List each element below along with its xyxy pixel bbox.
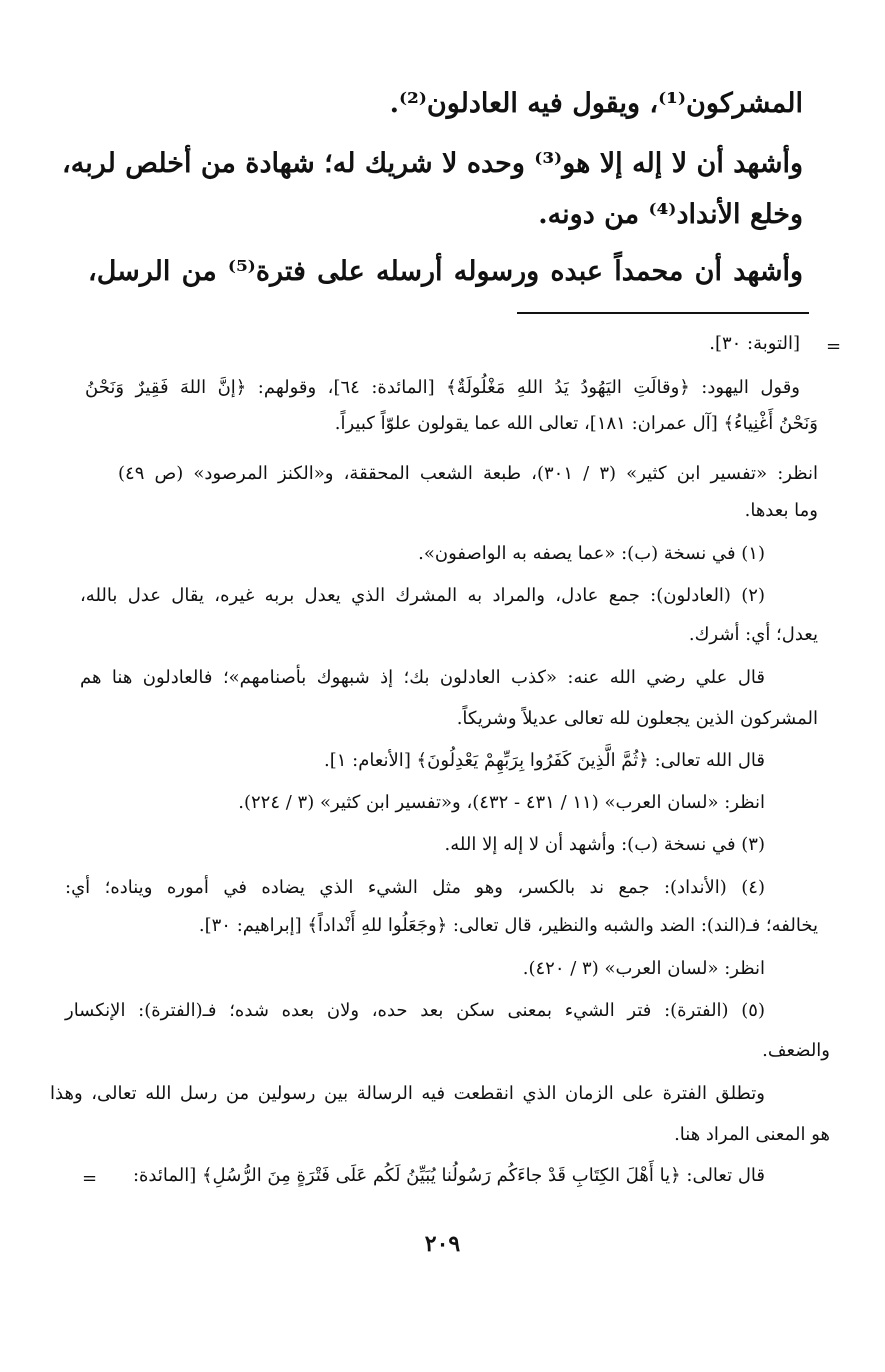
footnote-line: (٤) (الأنداد): جمع ند بالكسر، وهو مثل الشيء الذي يضاده في أموره ويناده؛ أي: — [65, 877, 765, 898]
footnote-line: وتطلق الفترة على الزمان الذي انقطعت فيه الرسالة بين رسولين من رسل الله تعالى، وهذا — [50, 1083, 765, 1104]
continuation-mark: = — [82, 1168, 98, 1189]
footnote-line: وقول اليهود: ﴿وقالَتِ اليَهُودُ يَدُ اللهِ مَغْلُولَةٌ﴾ [المائدة: ٦٤]، وقولهم: ﴿إنَّ اللهَ فَقِيرٌ وَنَحْنُ — [85, 377, 800, 398]
footnote-line: المشركون الذين يجعلون لله تعالى عديلاً وشريكاً. — [456, 708, 818, 729]
footnote-line: هو المعنى المراد هنا. — [674, 1124, 830, 1145]
footnote-line: (٥) (الفترة): فتر الشيء بمعنى سكن بعد حده، ولان بعده شده؛ فـ(الفترة): الإنكسار — [65, 1000, 765, 1021]
main-text-line: وأشهد أن لا إله إلا هو⁽³⁾ وحده لا شريك له؛ شهادة من أخلص لربه، — [62, 148, 803, 179]
footnote-line: [التوبة: ٣٠]. — [709, 333, 800, 354]
footnote-line: يخالفه؛ فـ(الند): الضد والشبه والنظير، قال تعالى: ﴿وجَعَلُوا للهِ أَنْداداً﴾ [إبراهيم: ٣٠]. — [198, 915, 818, 936]
footnote-divider — [517, 312, 809, 314]
footnote-line: (١) في نسخة (ب): «عما يصفه به الواصفون». — [418, 543, 765, 564]
footnote-line: انظر: «تفسير ابن كثير» (٣ / ٣٠١)، طبعة الشعب المحققة، و«الكنز المرصود» (ص ٤٩) — [118, 463, 818, 484]
main-text-line: وأشهد أن محمداً عبده ورسوله أرسله على فترة⁽⁵⁾ من الرسل، — [88, 256, 803, 287]
footnote-line: قال علي رضي الله عنه: «كذب العادلون بك؛ إذ شبهوك بأصنامهم»؛ فالعادلون هنا هم — [80, 667, 765, 688]
footnote-line: يعدل؛ أي: أشرك. — [688, 624, 818, 645]
footnote-line: انظر: «لسان العرب» (٣ / ٤٢٠). — [522, 958, 765, 979]
footnote-line: قال تعالى: ﴿يا أَهْلَ الكِتَابِ قَدْ جاءَكُم رَسُولُنا يُبَيِّنُ لَكُم عَلَى فَتْرَةٍ مِنَ الرُّسُلِ﴾ [المائدة: — [132, 1165, 765, 1186]
footnote-line: والضعف. — [762, 1040, 830, 1061]
footnote-line: قال الله تعالى: ﴿ثُمَّ الَّذِينَ كَفَرُوا بِرَبِّهِمْ يَعْدِلُونَ﴾ [الأنعام: ١]. — [324, 750, 765, 771]
footnote-line: انظر: «لسان العرب» (١١ / ٤٣١ - ٤٣٢)، و«تفسير ابن كثير» (٣ / ٢٢٤). — [238, 792, 765, 813]
page-number: ٢٠٩ — [424, 1231, 461, 1257]
footnote-line: (٣) في نسخة (ب): وأشهد أن لا إله إلا الله. — [444, 834, 765, 855]
main-text-line: وخلع الأنداد⁽⁴⁾ من دونه. — [538, 199, 803, 230]
footnote-line: وَنَحْنُ أَغْنِياءُ﴾ [آل عمران: ١٨١]، تعالى الله عما يقولون علوّاً كبيراً. — [334, 413, 818, 434]
continuation-mark: = — [826, 336, 842, 357]
footnote-line: وما بعدها. — [744, 500, 818, 521]
main-text-line: المشركون⁽¹⁾، ويقول فيه العادلون⁽²⁾. — [389, 88, 803, 119]
footnote-line: (٢) (العادلون): جمع عادل، والمراد به المشرك الذي يعدل بربه غيره، يقال عدل بالله، — [80, 585, 765, 606]
